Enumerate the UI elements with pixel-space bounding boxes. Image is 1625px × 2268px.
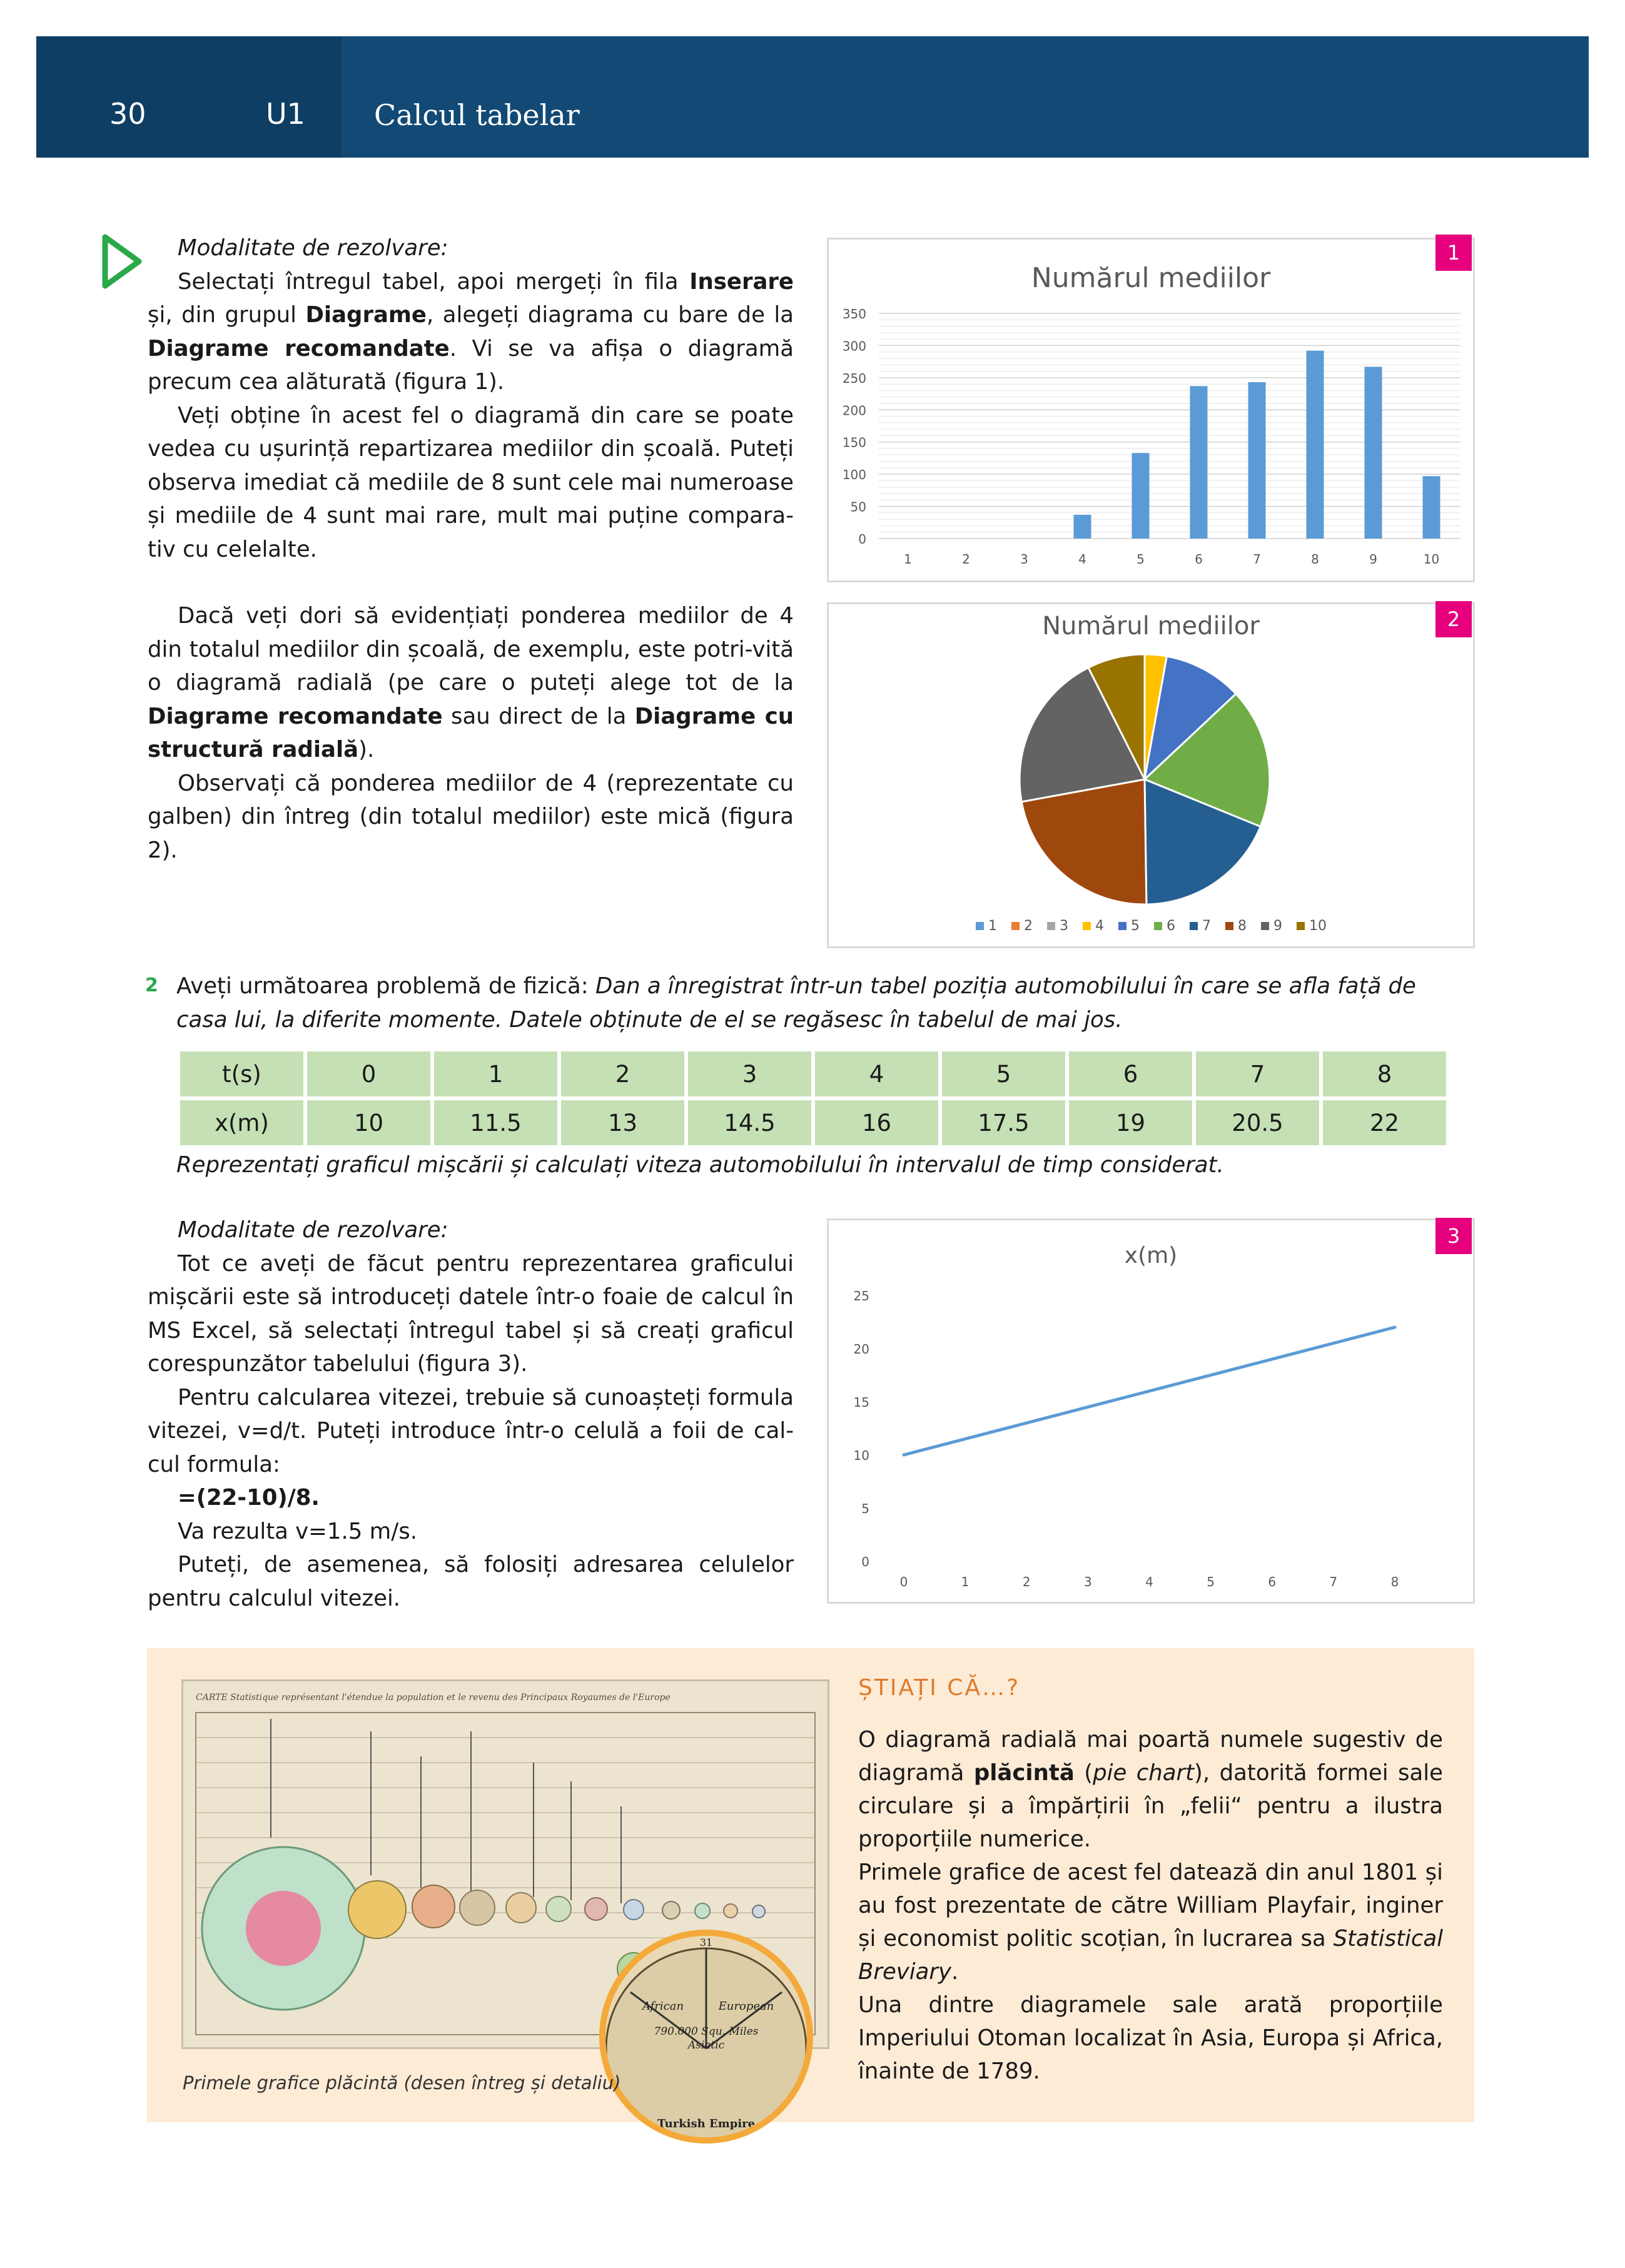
x-tick-label: 0 — [899, 1574, 908, 1589]
solution-1-text — [148, 231, 794, 867]
legend-swatch — [1047, 922, 1055, 930]
legend-label: 6 — [1167, 918, 1175, 934]
table-cell: 6 — [1069, 1051, 1192, 1096]
legend-swatch — [1154, 922, 1162, 930]
y-tick-label: 10 — [853, 1448, 869, 1463]
detail-label-top: 31 — [699, 1936, 713, 1948]
y-tick-label: 25 — [853, 1288, 869, 1304]
table-cell: x(m) — [180, 1100, 303, 1145]
detail-label-european: European — [718, 2000, 774, 2013]
table-cell: 5 — [942, 1051, 1065, 1096]
table-cell: 19 — [1069, 1100, 1192, 1145]
figure-badge-1: 1 — [1435, 235, 1472, 271]
x-tick-label: 8 — [1390, 1574, 1399, 1589]
legend-swatch — [976, 922, 984, 930]
y-tick-label: 350 — [842, 306, 866, 321]
info-text — [858, 1723, 1443, 2088]
table-cell: 14.5 — [688, 1100, 811, 1145]
y-tick-label: 200 — [842, 403, 866, 418]
figure-badge-3: 3 — [1435, 1218, 1472, 1254]
image-caption: Primele grafice plăcintă (desen întreg și detaliu) — [183, 2072, 621, 2093]
x-tick-label: 10 — [1423, 552, 1440, 567]
paragraph: Tot ce aveți de făcut pentru reprezentarea graficului mișcării este să introduceți datele într-o foaie de calcul în MS Excel, să selectați întregul tabel și să creați graficul corespunzător tabelului (figura 3). — [148, 1250, 794, 1377]
detail-label-area: 790.000 Squ. Miles — [654, 2025, 759, 2038]
paragraph: Dacă veți dori să evidențiați ponderea mediilor de 4 din totalul mediilor din școală, de exemplu, este potri-vită o diagramă radială (pe care o puteți alege tot de la Diagrame recomandate sau direct de la Diagrame cu structură radială). — [148, 603, 794, 762]
detail-label-asiatic: Asiatic — [687, 2039, 725, 2052]
paragraph: Puteți, de asemenea, să folosiți adresarea celulelor pentru calculul vitezei. — [148, 1552, 794, 1611]
table-cell: 0 — [307, 1051, 430, 1096]
legend-swatch — [1011, 922, 1020, 930]
detail-label-empire: Turkish Empire — [657, 2117, 756, 2130]
table-cell: 13 — [561, 1100, 684, 1145]
paragraph: O diagramă radială mai poartă numele sugestiv de diagramă plăcintă (pie chart), datorită formei sale circulare și a împărțirii în „felii“ pentru a ilustra proporțiile numerice. — [858, 1727, 1443, 1852]
table-cell: 20.5 — [1196, 1100, 1319, 1145]
table-cell: 7 — [1196, 1051, 1319, 1096]
x-tick-label: 6 — [1195, 552, 1203, 567]
result: Va rezulta v=1.5 m/s. — [178, 1518, 417, 1544]
x-tick-label: 3 — [1020, 552, 1028, 567]
problem-number: 2 — [145, 975, 158, 996]
pie-detail-image — [599, 1930, 813, 2144]
y-tick-label: 300 — [842, 338, 866, 354]
figure-badge-2: 2 — [1435, 601, 1472, 637]
paragraph: Observați că ponderea mediilor de 4 (reprezentate cu galben) din întreg (din totalul mediilor) este mică (figura 2). — [148, 770, 794, 863]
problem-2-task: Reprezentați graficul mișcării și calculați viteza automobilului în intervalul de timp considerat. — [176, 1152, 1224, 1178]
legend-label: 1 — [988, 918, 997, 934]
bar — [1423, 476, 1440, 539]
table-cell: 16 — [815, 1100, 938, 1145]
x-tick-label: 5 — [1136, 552, 1145, 567]
legend-swatch — [1118, 922, 1126, 930]
y-tick-label: 20 — [853, 1342, 869, 1357]
table-cell: 10 — [307, 1100, 430, 1145]
series-line — [904, 1327, 1395, 1455]
figure-3-line-chart — [827, 1218, 1475, 1604]
legend-label: 4 — [1095, 918, 1104, 934]
table-cell: 17.5 — [942, 1100, 1065, 1145]
x-tick-label: 7 — [1329, 1574, 1338, 1589]
paragraph: Primele grafice de acest fel datează din anul 1801 și au fost prezentate de către William Playfair, inginer și economist politic scoțian, în lucrarea sa Statistical Breviary. — [858, 1860, 1443, 1985]
solution-2-text — [148, 1213, 794, 1615]
x-tick-label: 1 — [904, 552, 912, 567]
table-cell: 1 — [434, 1051, 557, 1096]
table-row — [180, 1051, 1446, 1096]
legend-swatch — [1261, 922, 1269, 930]
x-tick-label: 7 — [1253, 552, 1261, 567]
y-tick-label: 0 — [858, 532, 866, 547]
y-tick-label: 150 — [842, 435, 866, 450]
paragraph: Una dintre diagramele sale arată proporțiile Imperiului Otoman localizat în Asia, Europa și Africa, înainte de 1789. — [858, 1992, 1443, 2084]
table-cell: 8 — [1323, 1051, 1446, 1096]
table-cell: 22 — [1323, 1100, 1446, 1145]
y-tick-label: 0 — [861, 1554, 869, 1569]
data-table — [176, 1048, 1450, 1149]
legend-label: 5 — [1131, 918, 1140, 934]
line-chart-title: x(m) — [1124, 1243, 1178, 1268]
unit-label: U1 — [266, 97, 305, 131]
page-number: 30 — [109, 97, 146, 131]
legend-label: 3 — [1060, 918, 1068, 934]
pie-chart-plot — [829, 604, 1473, 946]
turkish-empire-pie-detail — [605, 1936, 807, 2137]
legend-swatch — [1225, 922, 1233, 930]
bar — [1248, 382, 1266, 539]
x-tick-label: 8 — [1311, 552, 1319, 567]
bar — [1074, 515, 1091, 539]
y-tick-label: 100 — [842, 467, 866, 483]
bar — [1190, 386, 1208, 539]
line-chart-plot — [829, 1220, 1473, 1602]
paragraph: Pentru calcularea vitezei, trebuie să cunoașteți formula vitezei, v=d/t. Puteți introduce într-o celulă a foii de cal-cul formula: — [148, 1384, 794, 1477]
legend-label: 8 — [1238, 918, 1247, 934]
y-tick-label: 5 — [861, 1501, 869, 1516]
paragraph: Selectați întregul tabel, apoi mergeți în fila Inserare și, din grupul Diagrame, alegeți diagrama cu bare de la Diagrame recomandate. Vi se va afișa o diagramă precum cea alăturată (figura 1). — [148, 268, 794, 395]
play-icon — [100, 233, 144, 290]
x-tick-label: 4 — [1078, 552, 1086, 567]
x-tick-label: 2 — [962, 552, 970, 567]
legend-label: 7 — [1202, 918, 1211, 934]
figure-2-pie-chart — [827, 602, 1475, 948]
solution-heading: Modalitate de rezolvare: — [178, 235, 448, 261]
legend-swatch — [1190, 922, 1198, 930]
pie-chart-title: Numărul mediilor — [1042, 612, 1260, 640]
legend-swatch — [1083, 922, 1091, 930]
table-cell: 3 — [688, 1051, 811, 1096]
table-cell: 11.5 — [434, 1100, 557, 1145]
bar — [1365, 367, 1382, 539]
x-tick-label: 4 — [1145, 1574, 1153, 1589]
figure-1-bar-chart — [827, 238, 1475, 582]
x-tick-label: 2 — [1022, 1574, 1031, 1589]
x-tick-label: 5 — [1207, 1574, 1215, 1589]
legend-label: 10 — [1309, 918, 1327, 934]
old-chart-title: CARTE Statistique représentant l'étendue la population et le revenu des Principaux Royaumes de l'Europe — [196, 1693, 671, 1703]
detail-label-african: African — [642, 2000, 684, 2013]
chapter-title: Calcul tabelar — [374, 98, 580, 132]
paragraph: Veți obține în acest fel o diagramă din care se poate vedea cu ușurință repartizarea mediilor din școală. Puteți observa imediat că mediile de 8 sunt cele mai numeroase și mediile de 4 sunt mai rare, mult mai puține compara-tiv cu celelalte. — [148, 402, 794, 562]
legend-label: 2 — [1024, 918, 1033, 934]
x-tick-label: 9 — [1369, 552, 1377, 567]
solution-heading: Modalitate de rezolvare: — [178, 1217, 448, 1243]
x-tick-label: 1 — [961, 1574, 969, 1589]
legend-swatch — [1297, 922, 1305, 930]
legend-label: 9 — [1273, 918, 1282, 934]
bar-chart-title: Numărul mediilor — [1031, 262, 1271, 294]
info-title: ȘTIAȚI CĂ…? — [858, 1675, 1021, 1701]
x-tick-label: 3 — [1084, 1574, 1092, 1589]
x-tick-label: 6 — [1268, 1574, 1277, 1589]
bar — [1307, 351, 1324, 539]
formula: =(22-10)/8. — [178, 1485, 320, 1511]
table-cell: 2 — [561, 1051, 684, 1096]
table-cell: 4 — [815, 1051, 938, 1096]
table-cell: t(s) — [180, 1051, 303, 1096]
y-tick-label: 15 — [853, 1395, 869, 1410]
y-tick-label: 250 — [842, 370, 866, 386]
problem-2-statement: Aveți următoarea problemă de fizică: Dan a înregistrat într-un tabel poziția automobilului în care se afla față de casa lui, la diferite momente. Datele obținute de el se regăsesc în tabelul de mai jos. — [176, 973, 1416, 1033]
table-row — [180, 1100, 1446, 1145]
y-tick-label: 50 — [850, 499, 866, 515]
bar — [1132, 453, 1150, 539]
